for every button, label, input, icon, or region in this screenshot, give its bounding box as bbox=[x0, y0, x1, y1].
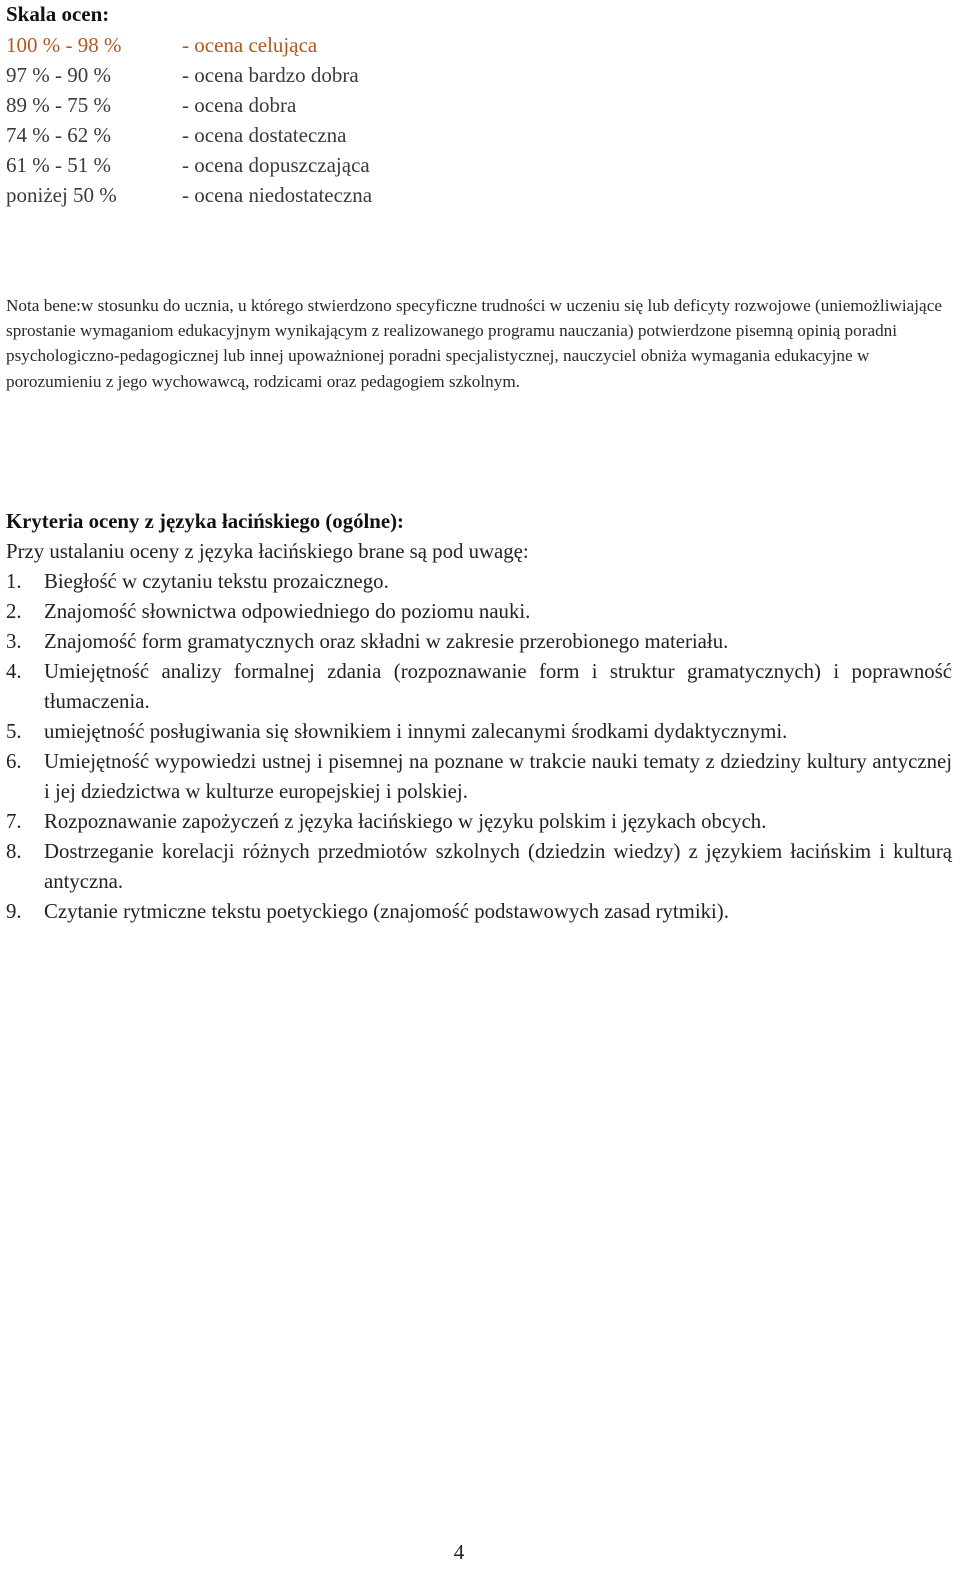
criteria-number: 9. bbox=[6, 900, 22, 923]
criteria-item bbox=[6, 717, 952, 747]
percent-range: 100 % - 98 % bbox=[6, 33, 122, 57]
criteria-text: Umiejętność wypowiedzi ustnej i pisemnej na poznane w trakcie nauki tematy z dziedziny kultury antycznej i jej dziedzictwa w kulturze europejskiej i polskiej. bbox=[44, 750, 952, 803]
criteria-number: 2. bbox=[6, 600, 22, 623]
grade-label: - ocena dobra bbox=[182, 93, 297, 117]
criteria-item bbox=[6, 597, 952, 627]
nota-bene-paragraph: Nota bene:w stosunku do ucznia, u którego stwierdzono specyficzne trudności w uczeniu się lub deficyty rozwojowe (uniemożliwiające sprostanie wymaganiom edukacyjnym wynikającym z realizowanego programu nauczania) potwierdzone pisemną opinią poradni psychologiczno-pedagogicznej lub innej upoważnionej poradni specjalistycznej, nauczyciel obniża wymagania edukacyjne w porozumieniu z jego wychowawcą, rodzicami oraz pedagogiem szkolnym. bbox=[6, 296, 942, 391]
grading-scale-row bbox=[6, 150, 606, 180]
criteria-text: Dostrzeganie korelacji różnych przedmiotów szkolnych (dziedzin wiedzy) z językiem łacińskim i kulturą antyczna. bbox=[44, 840, 952, 893]
grade-label: - ocena niedostateczna bbox=[182, 183, 373, 207]
criteria-text: umiejętność posługiwania się słownikiem i innymi zalecanymi środkami dydaktycznymi. bbox=[44, 720, 788, 743]
criteria-number: 4. bbox=[6, 660, 22, 683]
criteria-number: 1. bbox=[6, 570, 22, 593]
page-number: 4 bbox=[453, 1540, 465, 1564]
criteria-number: 7. bbox=[6, 810, 22, 833]
criteria-number: 6. bbox=[6, 750, 22, 773]
grading-scale-row bbox=[6, 90, 606, 120]
grading-scale-row bbox=[6, 180, 606, 210]
grade-label: - ocena dostateczna bbox=[182, 123, 347, 147]
criteria-item bbox=[6, 807, 952, 837]
criteria-item bbox=[6, 897, 952, 927]
criteria-item bbox=[6, 747, 952, 807]
percent-range: 74 % - 62 % bbox=[6, 123, 111, 147]
grading-scale-row bbox=[6, 30, 606, 60]
grading-scale-heading: Skala ocen: bbox=[6, 2, 110, 26]
criteria-item bbox=[6, 567, 952, 597]
grading-scale-row bbox=[6, 60, 606, 90]
grading-scale-row bbox=[6, 120, 606, 150]
criteria-number: 3. bbox=[6, 630, 22, 653]
grade-label: - ocena celująca bbox=[182, 33, 318, 57]
grade-label: - ocena dopuszczająca bbox=[182, 153, 370, 177]
criteria-text: Znajomość form gramatycznych oraz składni w zakresie przerobionego materiału. bbox=[44, 630, 729, 653]
criteria-section bbox=[6, 507, 952, 927]
criteria-text: Czytanie rytmiczne tekstu poetyckiego (znajomość podstawowych zasad rytmiki). bbox=[44, 900, 729, 923]
percent-range: 97 % - 90 % bbox=[6, 63, 111, 87]
percent-range: 61 % - 51 % bbox=[6, 153, 111, 177]
grade-label: - ocena bardzo dobra bbox=[182, 63, 359, 87]
criteria-number: 8. bbox=[6, 840, 22, 863]
criteria-text: Biegłość w czytaniu tekstu prozaicznego. bbox=[44, 570, 389, 593]
criteria-number: 5. bbox=[6, 720, 22, 743]
criteria-list bbox=[6, 567, 952, 927]
criteria-intro: Przy ustalaniu oceny z języka łacińskiego brane są pod uwagę: bbox=[6, 540, 529, 563]
criteria-title: Kryteria oceny z języka łacińskiego (ogólne): bbox=[6, 510, 404, 533]
grading-scale-table bbox=[6, 30, 606, 210]
criteria-text: Rozpoznawanie zapożyczeń z języka łacińskiego w języku polskim i językach obcych. bbox=[44, 810, 767, 833]
criteria-item bbox=[6, 657, 952, 717]
criteria-text: Znajomość słownictwa odpowiedniego do poziomu nauki. bbox=[44, 600, 531, 623]
percent-range: poniżej 50 % bbox=[6, 183, 117, 207]
criteria-item bbox=[6, 627, 952, 657]
percent-range: 89 % - 75 % bbox=[6, 93, 111, 117]
criteria-text: Umiejętność analizy formalnej zdania (rozpoznawanie form i struktur gramatycznych) i poprawność tłumaczenia. bbox=[44, 660, 952, 713]
criteria-item bbox=[6, 837, 952, 897]
